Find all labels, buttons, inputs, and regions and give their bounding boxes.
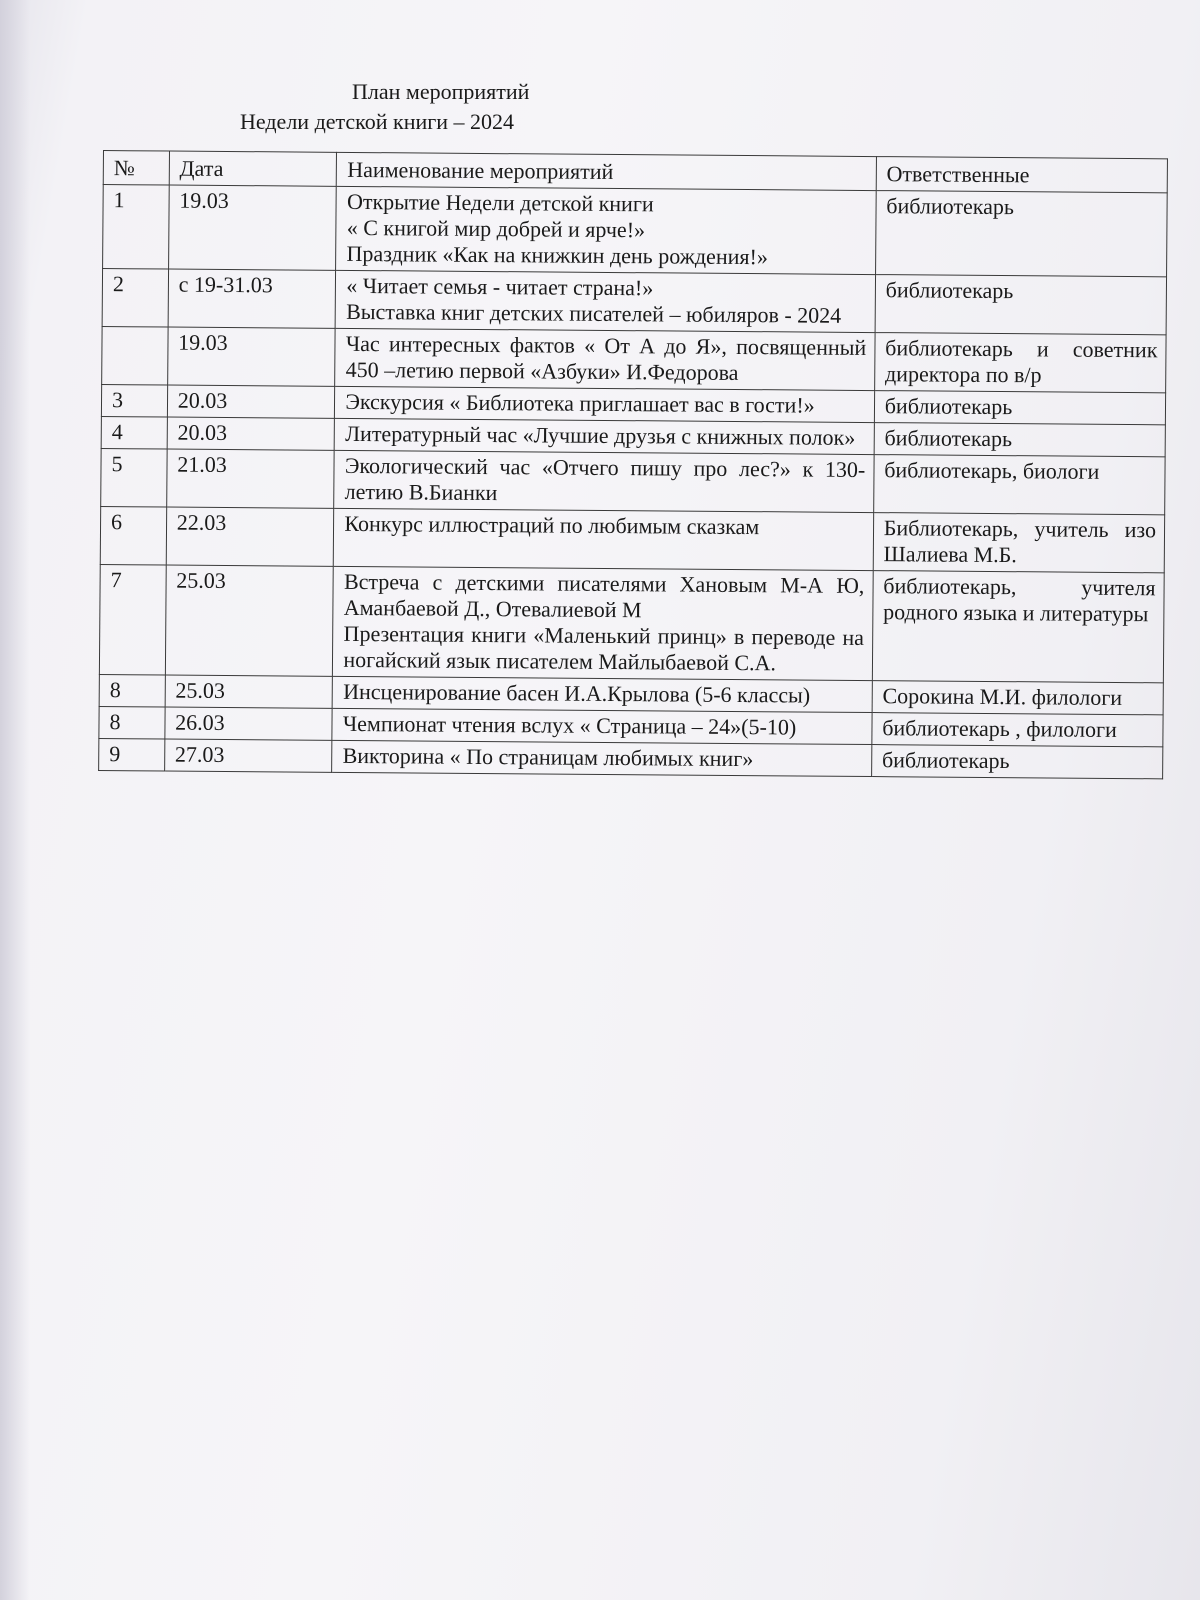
event-name-line: Викторина « По страницам любимых книг» — [342, 742, 754, 772]
row-number: 8 — [99, 674, 165, 707]
table-row — [100, 506, 1164, 572]
row-number: 8 — [99, 706, 165, 739]
row-responsible: библиотекарь, биологи — [873, 455, 1165, 515]
row-date: 19.03 — [167, 327, 335, 386]
row-number: 7 — [99, 564, 166, 675]
row-number: 3 — [101, 384, 167, 417]
table-row — [102, 269, 1166, 335]
row-event-name — [333, 566, 873, 680]
header-number: № — [103, 151, 169, 186]
row-number: 5 — [101, 448, 167, 507]
row-event-name — [332, 740, 872, 776]
header-event-name: Наименование мероприятий — [337, 152, 877, 190]
row-event-name — [332, 708, 872, 744]
row-date: 20.03 — [167, 417, 335, 450]
row-responsible: библиотекарь — [871, 745, 1162, 779]
row-event-name — [336, 270, 876, 332]
event-name-line: « С книгой мир добрей и ярче!» — [346, 214, 646, 243]
table-row — [101, 448, 1165, 514]
row-date: 26.03 — [165, 707, 333, 740]
table-row — [99, 564, 1164, 682]
header-responsible: Ответственные — [876, 157, 1167, 193]
row-number: 6 — [100, 506, 166, 565]
event-name-line: Выставка книг детских писателей – юбиляров - 2024 — [346, 298, 842, 328]
event-name-line: Встреча с детскими писателями Хановым М-А Ю, Аманбаевой Д., Отевалиевой М — [343, 568, 865, 623]
row-event-name — [333, 676, 873, 712]
row-number: 1 — [103, 185, 169, 270]
row-event-name — [336, 186, 876, 274]
table-body — [99, 185, 1168, 779]
row-responsible: библиотекарь — [874, 423, 1165, 457]
row-responsible: библиотекарь , филологи — [872, 713, 1163, 747]
title-line-2: Недели детской книги – 2024 — [240, 109, 515, 134]
row-number: 2 — [102, 269, 168, 328]
row-responsible: библиотекарь, учителя родного языка и литературы — [872, 571, 1164, 683]
event-name-line: Экскурсия « Библиотека приглашает вас в гости!» — [345, 388, 815, 418]
event-name-line: Экологический час «Отчего пишу про лес?» к 130-летию В.Бианки — [344, 452, 866, 506]
event-name-line: Презентация книги «Маленький принц» в переводе на ногайский язык писателем Майлыбаевой С.А. — [343, 620, 865, 676]
row-responsible: библиотекарь — [875, 275, 1167, 335]
row-number: 9 — [99, 738, 165, 771]
events-table — [98, 150, 1168, 779]
row-responsible: библиотекарь и советник директора по в/р — [874, 333, 1166, 393]
event-name-line: Открытие Недели детской книги — [346, 188, 654, 217]
title-line-1: План мероприятий — [352, 79, 530, 104]
event-name-line: « Читает семья - читает страна!» — [346, 272, 654, 301]
row-date: 20.03 — [167, 385, 335, 418]
row-date: с 19-31.03 — [168, 269, 336, 328]
table-row — [102, 326, 1166, 392]
row-event-name — [334, 508, 874, 570]
row-number: 4 — [101, 416, 167, 449]
row-event-name — [335, 386, 875, 422]
row-date: 19.03 — [168, 185, 336, 270]
event-name-line: Праздник «Как на книжкин день рождения!» — [346, 240, 768, 270]
event-name-line: Конкурс иллюстраций по любимым сказкам — [344, 510, 760, 540]
row-date: 25.03 — [165, 675, 333, 708]
row-event-name — [334, 450, 874, 512]
row-number — [102, 326, 168, 385]
event-name-line: Литературный час «Лучшие друзья с книжных полок» — [345, 420, 856, 450]
row-date: 27.03 — [164, 739, 332, 772]
event-name-line: Час интересных фактов « От А до Я», посвященный 450 –летию первой «Азбуки» И.Федорова — [345, 330, 867, 385]
row-responsible: библиотекарь — [875, 191, 1167, 277]
row-date: 21.03 — [166, 449, 334, 508]
event-name-line: Инсценирование басен И.А.Крылова (5-6 классы) — [343, 678, 811, 708]
page-edge-shadow — [0, 0, 30, 1600]
row-responsible: библиотекарь — [874, 391, 1165, 425]
row-event-name — [335, 418, 875, 454]
header-date: Дата — [169, 151, 337, 186]
row-date: 25.03 — [165, 565, 334, 676]
row-responsible: Библиотекарь, учитель изо Шалиева М.Б. — [873, 513, 1165, 573]
row-event-name — [335, 328, 875, 390]
table-row — [103, 185, 1168, 277]
row-responsible: Сорокина М.И. филологи — [872, 681, 1163, 715]
event-name-line: Чемпионат чтения вслух « Страница – 24»(5-10) — [342, 710, 797, 740]
row-date: 22.03 — [166, 507, 334, 566]
